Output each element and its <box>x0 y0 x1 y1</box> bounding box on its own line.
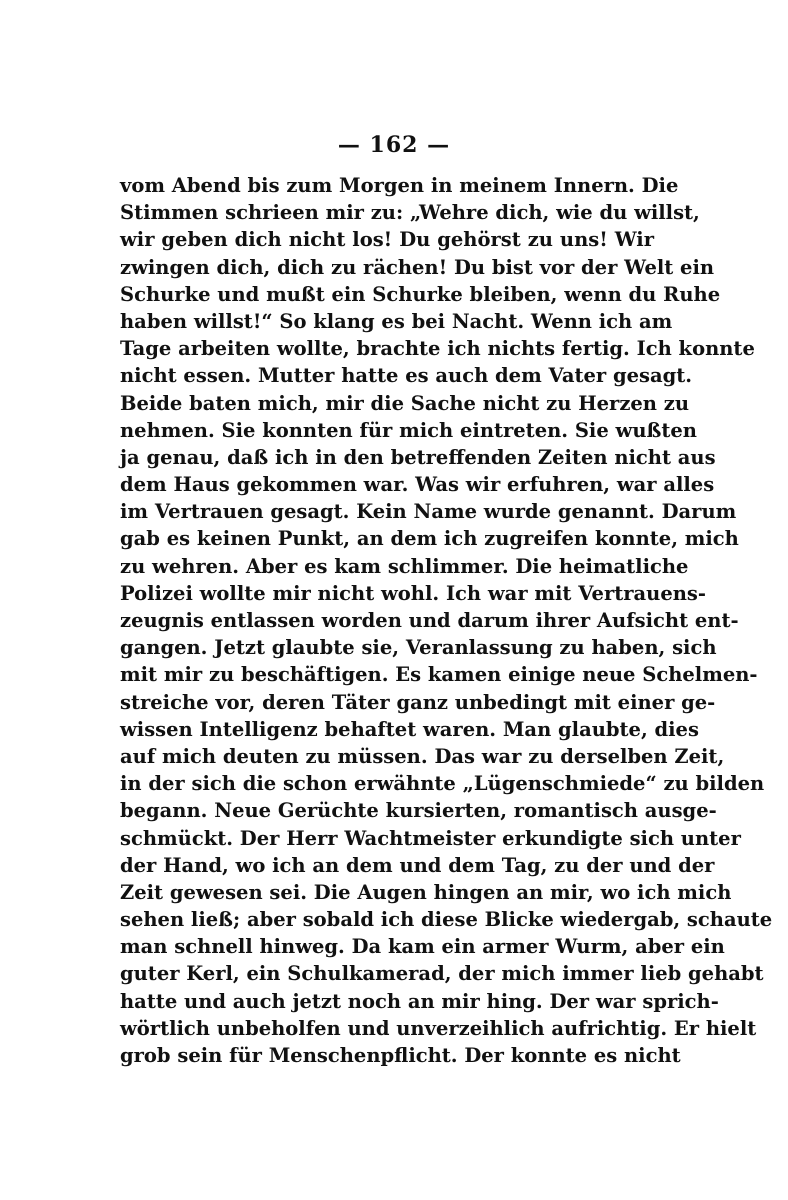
text-line: sehen ließ; aber sobald ich diese Blicke wiedergab, schaute <box>120 908 773 932</box>
text-line: Zeit gewesen sei. Die Augen hingen an mir, wo ich mich <box>120 880 732 904</box>
text-line: schmückt. Der Herr Wachtmeister erkundigte sich unter <box>120 826 741 850</box>
text-line: man schnell hinweg. Da kam ein armer Wurm, aber ein <box>120 935 725 959</box>
text-line: begann. Neue Gerüchte kursierten, romantisch ausge- <box>120 799 717 823</box>
text-line: zwingen dich, dich zu rächen! Du bist vor der Welt ein <box>120 255 715 279</box>
text-line: nicht essen. Mutter hatte es auch dem Vater gesagt. <box>120 364 693 388</box>
text-line: dem Haus gekommen war. Was wir erfuhren, war alles <box>120 473 715 497</box>
text-line: Polizei wollte mir nicht wohl. Ich war mit Vertrauens- <box>120 581 706 605</box>
text-line: haben willst!“ So klang es bei Nacht. Wenn ich am <box>120 309 673 333</box>
text-line: in der sich die schon erwähnte „Lügenschmiede“ zu bilden <box>120 772 765 796</box>
text-line: im Vertrauen gesagt. Kein Name wurde genannt. Darum <box>120 500 737 524</box>
text-line: zu wehren. Aber es kam schlimmer. Die heimatliche <box>120 554 689 578</box>
text-line: streiche vor, deren Täter ganz unbedingt mit einer ge- <box>120 690 716 714</box>
text-line: nehmen. Sie konnten für mich eintreten. Sie wußten <box>120 418 697 442</box>
text-line: wir geben dich nicht los! Du gehörst zu uns! Wir <box>120 228 654 252</box>
body-text <box>120 172 773 1069</box>
text-line: gangen. Jetzt glaubte sie, Veranlassung zu haben, sich <box>120 636 717 660</box>
text-line: wörtlich unbeholfen und unverzeihlich aufrichtig. Er hielt <box>120 1016 757 1040</box>
text-line: Tage arbeiten wollte, brachte ich nichts fertig. Ich konnte <box>120 337 755 361</box>
text-line: hatte und auch jetzt noch an mir hing. Der war sprich- <box>120 989 719 1013</box>
text-line: zeugnis entlassen worden und darum ihrer Aufsicht ent- <box>120 609 739 632</box>
text-line: auf mich deuten zu müssen. Das war zu derselben Zeit, <box>120 744 725 768</box>
text-line: wissen Intelligenz behaftet waren. Man glaubte, dies <box>120 717 699 741</box>
text-line: Beide baten mich, mir die Sache nicht zu Herzen zu <box>120 391 690 415</box>
text-line: vom Abend bis zum Morgen in meinem Innern. Die <box>120 174 679 197</box>
text-line: ja genau, daß ich in den betreffenden Zeiten nicht aus <box>120 445 716 469</box>
text-line: mit mir zu beschäftigen. Es kamen einige neue Schelmen- <box>120 663 758 687</box>
text-line: guter Kerl, ein Schulkamerad, der mich immer lieb gehabt <box>120 962 764 986</box>
text-line: Schurke und mußt ein Schurke bleiben, wenn du Ruhe <box>120 282 721 306</box>
page-number: — 162 — <box>337 132 451 158</box>
text-line: der Hand, wo ich an dem und dem Tag, zu der und der <box>120 853 715 877</box>
text-line: gab es keinen Punkt, an dem ich zugreifen konnte, mich <box>120 527 739 551</box>
text-line: Stimmen schrieen mir zu: „Wehre dich, wie du willst, <box>120 201 700 225</box>
text-line: grob sein für Menschenpflicht. Der konnte es nicht <box>120 1044 681 1067</box>
